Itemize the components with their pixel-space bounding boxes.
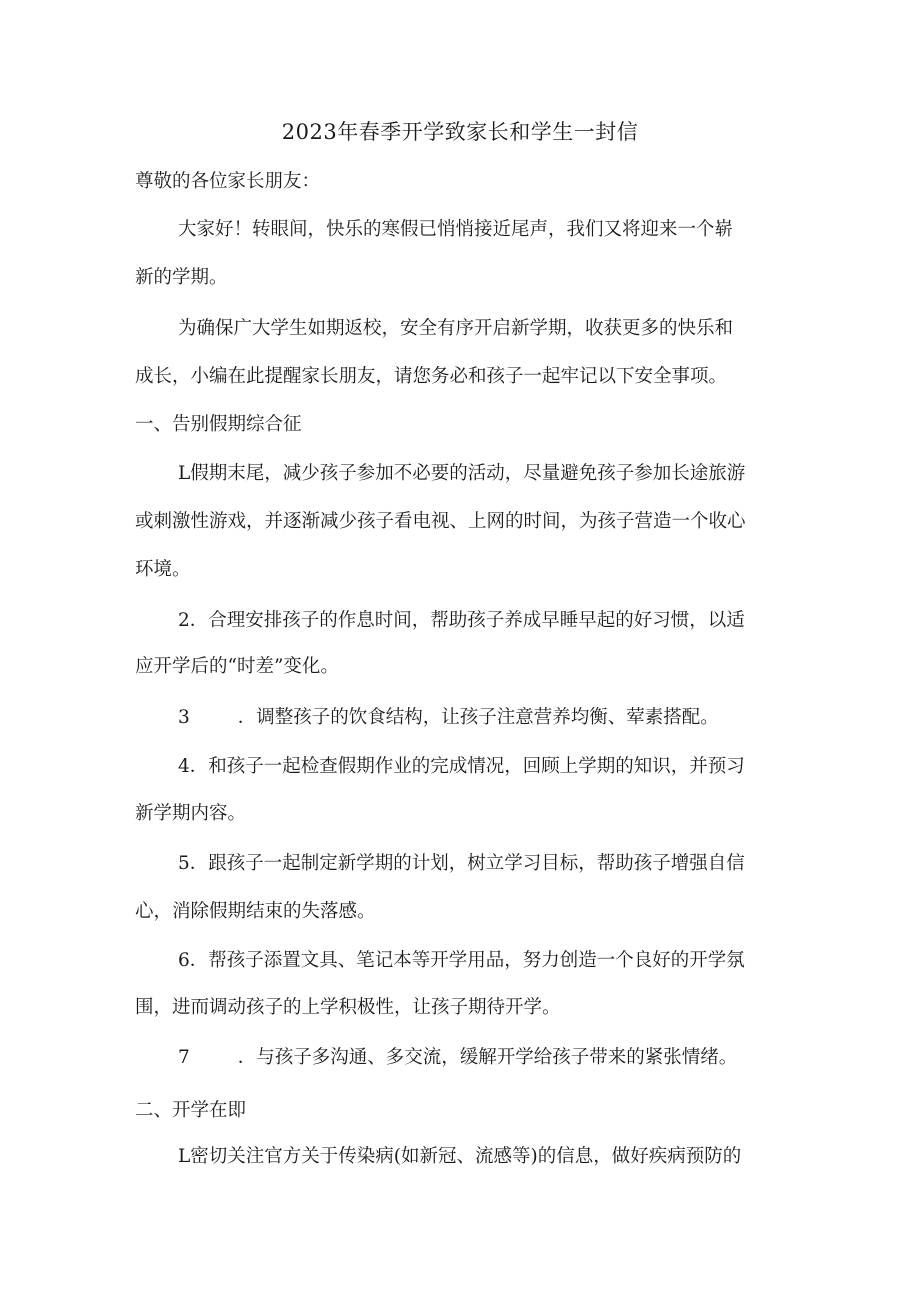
item-1-line-2: 或刺激性游戏，并逐渐减少孩子看电视、上网的时间，为孩子营造一个收心 [135, 511, 746, 532]
paragraph-1-line-1: 大家好！转眼间，快乐的寒假已悄悄接近尾声，我们又将迎来一个崭 [178, 219, 734, 240]
item-5-line-1: 5．跟孩子一起制定新学期的计划，树立学习目标，帮助孩子增强自信 [178, 853, 745, 874]
item-2-line-2: 应开学后的“时差”变化。 [135, 656, 339, 677]
item-3 [178, 706, 719, 730]
section-heading-1: 一、告别假期综合征 [135, 414, 302, 435]
item-5-line-2: 心，消除假期结束的失落感。 [135, 901, 376, 922]
section-heading-2: 二、开学在即 [135, 1100, 247, 1121]
paragraph-1-line-2: 新的学期。 [135, 267, 228, 288]
item-3-text: ．调整孩子的饮食结构，让孩子注意营养均衡、荤素搭配。 [237, 707, 719, 728]
paragraph-2-line-2: 成长，小编在此提醒家长朋友，请您务必和孩子一起牢记以下安全事项。 [135, 366, 728, 387]
item-2-line-1: 2．合理安排孩子的作息时间，帮助孩子养成早睡早起的好习惯，以适 [178, 610, 745, 631]
item-1-line-1: L假期末尾，减少孩子参加不必要的活动，尽量避免孩子参加长途旅游 [178, 463, 746, 484]
paragraph-2-line-1: 为确保广大学生如期返校，安全有序开启新学期，收获更多的快乐和 [178, 318, 734, 339]
document-title: 2023年春季开学致家长和学生一封信 [281, 120, 639, 144]
item-7-number: 7 [178, 1047, 190, 1068]
item-7 [178, 1046, 737, 1070]
item-4-line-1: 4．和孩子一起检查假期作业的完成情况，回顾上学期的知识，并预习 [178, 756, 745, 777]
item-4-line-2: 新学期内容。 [135, 803, 247, 824]
item-3-number: 3 [178, 707, 190, 728]
salutation: 尊敬的各位家长朋友： [135, 171, 321, 192]
section-2-item-1-line-1: L密切关注官方关于传染病(如新冠、流感等)的信息，做好疾病预防的 [178, 1146, 742, 1167]
item-7-text: ．与孩子多沟通、多交流，缓解开学给孩子带来的紧张情绪。 [237, 1047, 738, 1068]
item-1-line-3: 环境。 [135, 559, 191, 580]
item-6-line-1: 6．帮孩子添置文具、笔记本等开学用品，努力创造一个良好的开学氛 [178, 950, 745, 971]
item-6-line-2: 围，进而调动孩子的上学积极性，让孩子期待开学。 [135, 997, 561, 1018]
